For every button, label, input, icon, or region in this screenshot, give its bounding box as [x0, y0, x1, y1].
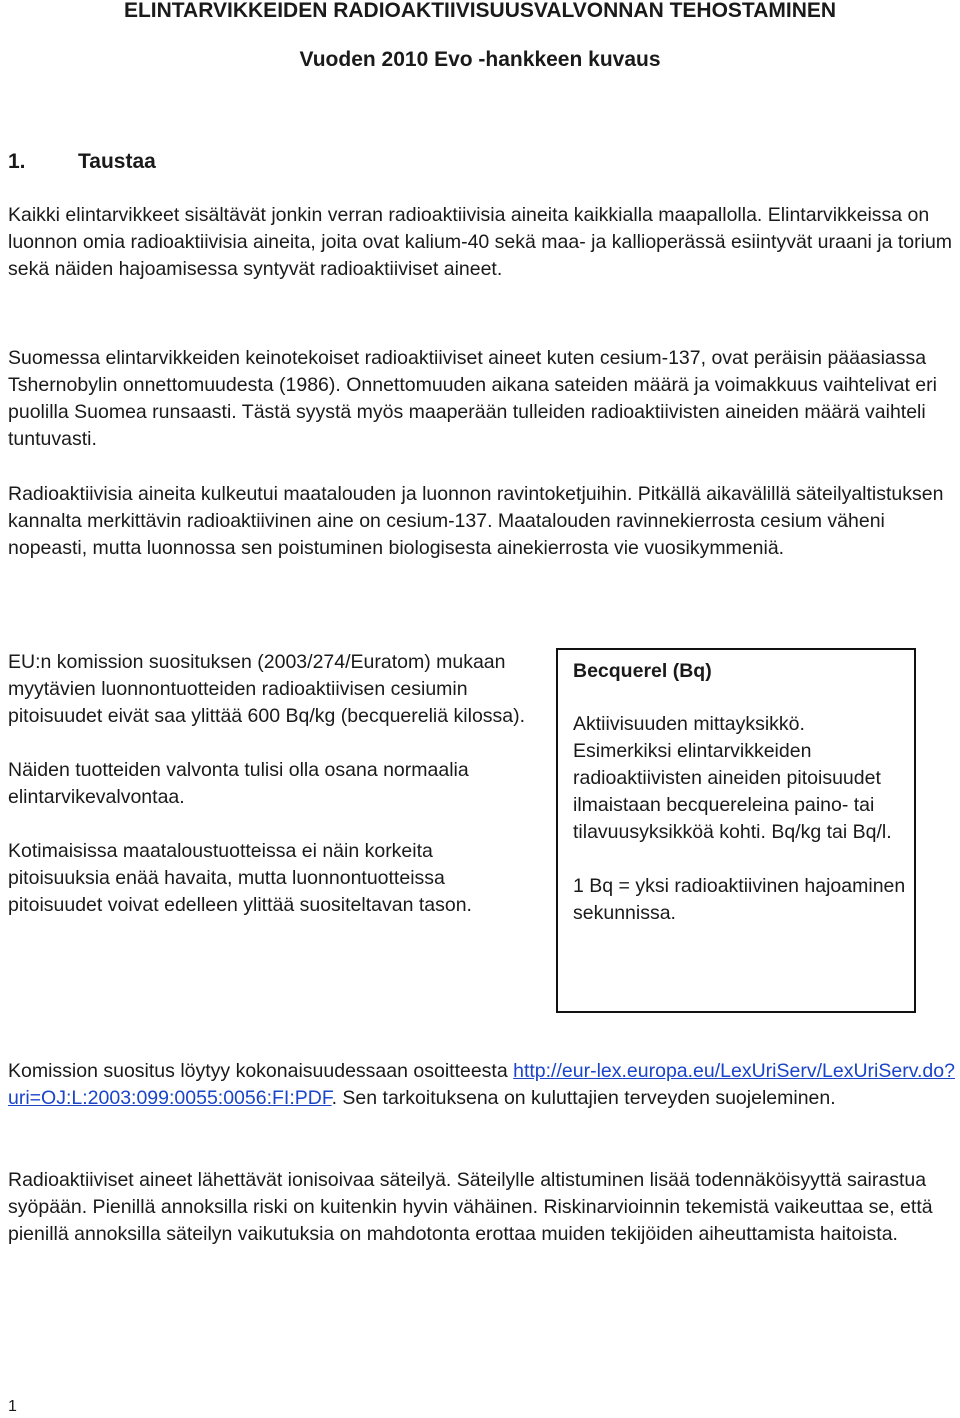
paragraph-domestic-products: Kotimaisissa maataloustuotteissa ei näin korkeita pitoisuuksia enää havaita, mutta luonnontuotteissa pitoisuudet voivat edelleen ylittää suositeltavan tason.: [8, 840, 472, 916]
food-chain-paragraph-block: [8, 481, 958, 562]
section-heading: [8, 148, 156, 176]
document-title: ELINTARVIKKEIDEN RADIOAKTIIVISUUSVALVONNAN TEHOSTAMINEN: [123, 0, 837, 22]
page-number: 1: [8, 1398, 17, 1415]
document-subtitle: Vuoden 2010 Evo -hankkeen kuvaus: [299, 48, 661, 71]
eu-recommendation-column: [8, 649, 528, 919]
paragraph-natural-radioactivity: Kaikki elintarvikkeet sisältävät jonkin verran radioaktiivisia aineita kaikkialla maapallolla. Elintarvikkeissa on luonnon omia radioaktiivisia aineita, joita ovat kalium-40 sekä maa- ja kallioperässä esiintyvät uraani ja torium sekä näiden hajoamisessa syntyvät radioaktiiviset aineet.: [8, 204, 953, 280]
chernobyl-paragraph-block: [8, 345, 958, 453]
paragraph-control: Näiden tuotteiden valvonta tulisi olla osana normaalia elintarvikevalvontaa.: [8, 759, 469, 808]
radiation-paragraph-block: [8, 1167, 958, 1248]
commission-text-after: . Sen tarkoituksena on kuluttajien terveyden suojeleminen.: [331, 1087, 836, 1109]
intro-paragraph: [8, 202, 958, 283]
commission-text-before: Komission suositus löytyy kokonaisuudessaan osoitteesta: [8, 1060, 514, 1082]
paragraph-chernobyl: Suomessa elintarvikkeiden keinotekoiset radioaktiiviset aineet kuten cesium-137, ovat peräisin pääasiassa Tshernobylin onnettomuudesta (1986). Onnettomuuden aikana sateiden määrä ja voimakkuus vaihtelivat eri puolilla Suomea runsaasti. Tästä syystä myös maaperään tulleiden radioaktiivisten aineiden määrä vaihteli tuntuvasti.: [8, 347, 937, 450]
box-title: Becquerel (Bq): [573, 660, 712, 682]
eur-lex-link[interactable]: http://eur-lex.europa.eu/LexUriServ/LexUriServ.do?uri=OJ:L:2003:099:0055:0056:FI:PDF: [8, 1060, 955, 1109]
paragraph-food-chain: Radioaktiivisia aineita kulkeutui maatalouden ja luonnon ravintoketjuihin. Pitkällä aikavälillä säteilyaltistuksen kannalta merkittävin radioaktiivinen aine on cesium-137. Maatalouden ravinnekierrosta cesium väheni nopeasti, mutta luonnossa sen poistuminen biologisesta ainekierrosta vie vuosikymmeniä.: [8, 483, 944, 559]
box-definition: Aktiivisuuden mittayksikkö. Esimerkiksi elintarvikkeiden radioaktiivisten aineiden pitoisuudet ilmaistaan becquereleina paino- tai tilavuusyksikköä kohti. Bq/kg tai Bq/l.: [573, 713, 892, 843]
box-unit-explanation: 1 Bq = yksi radioaktiivinen hajoaminen sekunnissa.: [573, 875, 906, 924]
section-number: 1.: [8, 150, 26, 173]
paragraph-radiation: Radioaktiiviset aineet lähettävät ionisoivaa säteilyä. Säteilylle altistuminen lisää todennäköisyyttä sairastua syöpään. Pienillä annoksilla riski on kuitenkin hyvin vähäinen. Riskinarvioinnin tekemistä vaikeuttaa se, että pienillä annoksilla säteilyn vaikutuksia on mahdotonta erottaa muiden tekijöiden aiheuttamista haitoista.: [8, 1169, 933, 1245]
paragraph-eu-recommendation: EU:n komission suosituksen (2003/274/Euratom) mukaan myytävien luonnontuotteiden radioaktiivisen cesiumin pitoisuudet eivät saa ylittää 600 Bq/kg (becquereliä kilossa).: [8, 651, 526, 727]
commission-text: [8, 1058, 958, 1112]
becquerel-info-box: [556, 648, 916, 1013]
section-title: Taustaa: [78, 150, 156, 173]
commission-paragraph: [8, 1058, 958, 1112]
